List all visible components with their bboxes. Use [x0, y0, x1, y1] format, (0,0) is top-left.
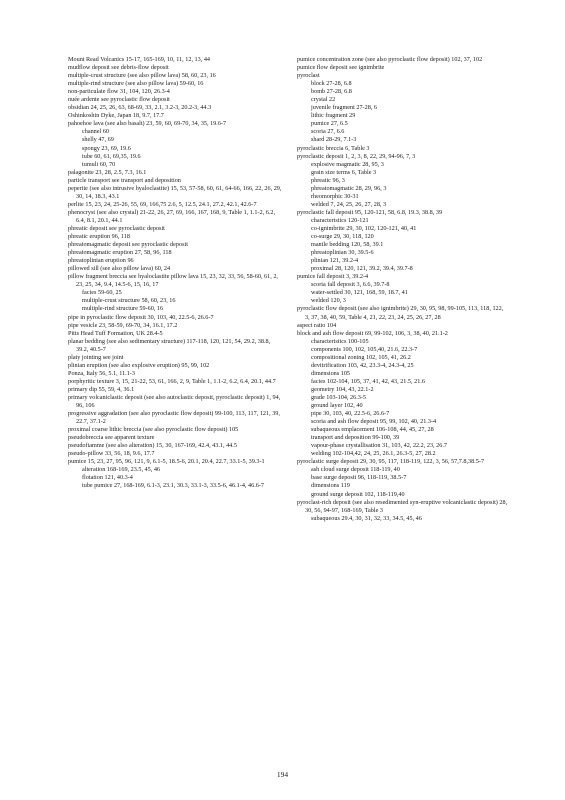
index-entry: facies 102-104, 105, 37, 41, 42, 43, 21.5, 21.6 [311, 377, 425, 385]
index-entry: pyroclastic surge deposit 29, 30, 95, 117, 118-119, 122, 3, 56, 57,7.8,38.5-7 [297, 458, 485, 466]
index-entry: geometry 104, 43, 22.1-2 [311, 385, 374, 393]
index-entry: mantle bedding 120, 58, 39.1 [311, 241, 384, 249]
index-entry: pumice flow deposit see ignimbrite [297, 64, 385, 72]
index-entry: pipe 30, 103, 40, 22.5-6, 26.6-7 [311, 410, 390, 418]
index-entry: obsidian 24, 25, 26, 63, 68-69, 33, 2.1, 3.2-3, 20.2-3, 44.3 [68, 104, 212, 112]
index-entry: pumice 27, 6.5 [311, 120, 348, 128]
index-entry: palagonite 23, 28, 2.5, 7.3, 16.1 [68, 168, 147, 176]
index-entry: pumice fall deposit 3, 39.2-4 [297, 273, 369, 281]
index-entry: pillowed sill (see also pillow lava) 60, 24 [68, 265, 171, 273]
index-entry: pyroclastic deposit 1, 2, 3, 8, 22, 29, 94-96, 7, 3 [297, 152, 416, 160]
index-entry: lithic fragment 29 [311, 112, 356, 120]
index-entry: peperite (see also intrusive hyaloclastite) 15, 53, 57-58, 60, 61, 64-66, 166, 22, 26, 29, 30, 14, 18.3, 43.1 [68, 184, 282, 200]
index-entry: explosive magmatic 28, 95, 3 [311, 160, 384, 168]
index-entry: perlite 15, 23, 24, 25-26, 55, 69, 166,75 2.6, 5, 12.5, 24.1, 27.2, 42.1, 42.6-7 [68, 200, 257, 208]
index-entry: pseudo-pillow 33, 56, 18, 9.6, 17.7 [68, 450, 155, 458]
index-entry: components 100, 102, 105,40, 21.6, 22.3-7 [311, 345, 418, 353]
index-entry: grade 103-104, 26.3-5 [311, 393, 366, 401]
index-entry: Oshinkoshin Dyke, Japan 18, 9.7, 17.7 [68, 112, 164, 120]
index-entry: phreatomagmatic deposit see pyroclastic deposit [68, 241, 188, 249]
index-entry: ash cloud surge deposit 118-119, 40 [311, 466, 400, 474]
index-entry: water-settled 30, 121, 168, 59, 18.7, 41 [311, 289, 408, 297]
index-entry: pillow fragment breccia see hyaloclastite pillow lava 15, 23, 32, 33, 56, 58-60, 61, 2, 23, 25, 34, 9.4, 14.5-6, 15, 16, 17 [68, 273, 278, 289]
index-entry: flotation 121, 40.3-4 [82, 474, 133, 482]
index-entry: proximal coarse lithic breccia (see also pyroclastic flow deposit) 105 [68, 426, 239, 434]
index-entry: Ponza, Italy 56, 5.1, 11.1-3 [68, 369, 135, 377]
index-entry: grain size terms 6, Table 3 [311, 168, 377, 176]
index-entry: pyroclastic flow deposit (see also ignimbrite) 29, 30, 95, 98, 99-105, 113, 118, 122, 3, 37, 38, 40, 59, Table 4, 21, 22, 23, 24, 25, 26, 27, 28 [297, 305, 504, 321]
index-entry: pyroclast [297, 72, 320, 80]
index-entry: pseudobreccia see apparent texture [68, 434, 155, 442]
index-entry: vapour-phase crystallisation 31, 103, 42, 22.2, 23, 26.7 [311, 442, 447, 450]
index-entry: scoria and ash flow deposit 95, 99, 102, 40, 21.3-4 [311, 418, 437, 426]
index-entry: pumice concentration zone (see also pyroclastic flow deposit) 102, 37, 102 [297, 56, 483, 63]
index-entry: dimensions 105 [311, 369, 351, 377]
index-entry: phreatoplinian 30, 39.5-6 [311, 249, 374, 257]
index-entry: juvenile fragment 27-28, 6 [311, 104, 377, 112]
index-entry: tube pumice 27, 168-169, 6.1-3, 23.1, 30.3, 33.1-3, 33.5-6, 46.1-4, 46.6-7 [82, 482, 264, 490]
index-entry: tumuli 60, 70 [82, 160, 116, 168]
index-entry: spongy 23, 69, 19.6 [82, 144, 131, 152]
index-entry: characteristics 100-105 [311, 337, 369, 345]
index-entry: dimensions 119 [311, 482, 350, 490]
index-entry: shard 28-29, 7.1-3 [311, 136, 357, 144]
index-entry: pyroclastic breccia 6, Table 3 [297, 144, 370, 152]
index-entry: multiple-crust structure 58, 60, 23, 16 [82, 297, 176, 305]
index-entry: porphyritic texture 3, 15, 21-22, 53, 61, 166, 2, 9, Table 1, 1.1-2, 6.2, 6.4, 20.1, 44.7 [68, 377, 276, 385]
index-entry: mudflow deposit see debris-flow deposit [68, 64, 169, 72]
index-entry: planar bedding (see also sedimentary structure) 117-118, 120, 121, 54, 29.2, 38.8, 39.2, 40.5-7 [68, 337, 271, 353]
index-entry: nuée ardente see pyroclastic flow deposit [68, 96, 170, 104]
index-entry: compositional zoning 102, 105, 41, 26.2 [311, 353, 411, 361]
index-entry: scoria fall deposit 3, 6.6, 39.7-8 [311, 281, 390, 289]
index-entry: transport and deposition 99-100, 39 [311, 434, 400, 442]
index-entry: welding 102-104,42, 24, 25, 26.1, 26.3-5, 27, 28.2 [311, 450, 436, 458]
index-entry: pyroclast-rich deposit (see also resedimented syn-eruptive volcaniclastic deposit) 28, 30, 56, 94-97, 168-169, Table 3 [297, 498, 508, 514]
index-entry: block and ash flow deposit 69, 99-102, 106, 3, 38, 40, 21.1-2 [297, 329, 448, 337]
index-entry: Pitts Head Tuff Formation, UK 28.4-5 [68, 329, 163, 337]
index-entry: phreatomagmatic 28, 29, 96, 3 [311, 184, 387, 192]
index-entry: base surge deposit 96, 118-119, 38.5-7 [311, 474, 407, 482]
index-entry: crystal 22 [311, 96, 336, 104]
index-entry: proximal 28, 120, 121, 39.2, 39.4, 39.7-8 [311, 265, 413, 273]
index-entry: subaqueous 29.4, 30, 31, 32, 33, 34.5, 45, 46 [311, 514, 422, 522]
index-entry: characteristics 120-121 [311, 216, 369, 224]
index-entry: plinian 121, 39.2-4 [311, 257, 359, 265]
index-entry: primary volcaniclastic deposit (see also autoclastic deposit, pyroclastic deposit) 1, 94, 96, 106 [68, 393, 281, 410]
index-entry: plinian eruption (see also explosive eruption) 95, 99, 102 [68, 361, 210, 369]
index-entry: tube 60, 61, 69,35, 19.6 [82, 152, 141, 160]
index-entry: multiple-rind structure 59-60, 16 [82, 305, 164, 313]
index-entry: particle transport see transport and deposition [68, 176, 181, 184]
index-entry: pseudofiamme (see also alteration) 15, 30, 167-169, 42.4, 43.1, 44.5 [68, 442, 237, 450]
index-entry: welded 120, 3 [311, 297, 346, 305]
index-entry: subaqueous emplacement 106-108, 44, 45, 27, 28 [311, 426, 434, 434]
index-entry: rheomorphic 30-31 [311, 192, 359, 200]
index-entry: Mount Read Volcanics 15-17, 165-169, 10, 11, 12, 13, 44 [68, 56, 211, 63]
index-column-left [68, 56, 282, 491]
index-entry: ground surge deposit 102, 118-119,40 [311, 490, 405, 498]
index-entry: co-surge 29, 30, 118, 120 [311, 233, 374, 241]
index-entry: bomb 27-28, 6.8 [311, 88, 352, 96]
index-entry: non-particulate flow 31, 104, 120, 26.3-4 [68, 88, 170, 96]
index-column-right [297, 56, 509, 523]
index-entry: pyroclastic fall deposit 95, 120-121, 58, 6.8, 19.3, 38.8, 39 [297, 208, 443, 216]
index-entry: progressive aggradation (see also pyroclastic flow deposit) 99-100, 113, 117, 121, 39, 22.7, 37.1-2 [68, 410, 280, 426]
index-entry: phreatic eruption 96, 118 [68, 233, 130, 241]
index-entry: phreatoplinian eruption 96 [68, 257, 134, 265]
page-number: 194 [276, 770, 289, 779]
index-entry: phreatomagmatic eruption 27, 58, 96, 118 [68, 249, 172, 257]
index-entry: alteration 168-169, 23.5, 45, 46 [82, 466, 161, 474]
index-entry: platy jointing see joint [68, 353, 124, 361]
index-entry: phreatic 96, 3 [311, 176, 345, 184]
index-entry: pipe vesicle 23, 58-59, 69-70, 34, 16.1, 17.2 [68, 321, 178, 329]
index-entry: phenocryst (see also crystal) 21-22, 26, 27, 69, 166, 167, 168, 9, Table 1, 1.1-2, 6.2, 6.4, 8.1, 20.1, 44.1 [68, 208, 276, 224]
index-entry: phreatic deposit see pyroclastic deposit [68, 224, 165, 232]
index-entry: devitrification 103, 42, 23.3-4, 24.3-4, 25 [311, 361, 414, 369]
index-entry: shelly 47, 69 [82, 136, 114, 144]
index-entry: block 27-28, 6.8 [311, 80, 352, 88]
index-entry: aspect ratio 104 [297, 321, 337, 329]
index-entry: primary dip 55, 59, 4, 36.1 [68, 385, 135, 393]
index-entry: co-ignimbrite 29, 30, 102, 120-121, 40, 41 [311, 224, 417, 232]
index-entry: pumice 15, 23, 27, 95, 96, 121, 9, 6.1-5, 18.5-6, 20.1, 20.4, 22.7, 33.1-5, 39.3-1 [68, 458, 265, 466]
index-entry: ground layer 102, 40 [311, 402, 363, 410]
index-entry: welded 7, 24, 25, 26, 27, 28, 3 [311, 200, 387, 208]
index-entry: channel 60 [82, 128, 109, 136]
index-entry: pipe in pyroclastic flow deposit 30, 103, 40, 22.5-6, 26.6-7 [68, 313, 214, 321]
index-entry: facies 59-60, 25 [82, 289, 122, 297]
index-entry: multiple-crust structure (see also pillow lava) 58, 60, 23, 16 [68, 72, 216, 80]
index-entry: pahoehoe lava (see also basalt) 23, 59, 60, 69-70, 34, 35, 19.6-7 [68, 120, 227, 128]
index-entry: multiple-rind structure (see also pillow lava) 59-60, 16 [68, 80, 204, 88]
index-entry: scoria 27, 6.6 [311, 128, 345, 136]
